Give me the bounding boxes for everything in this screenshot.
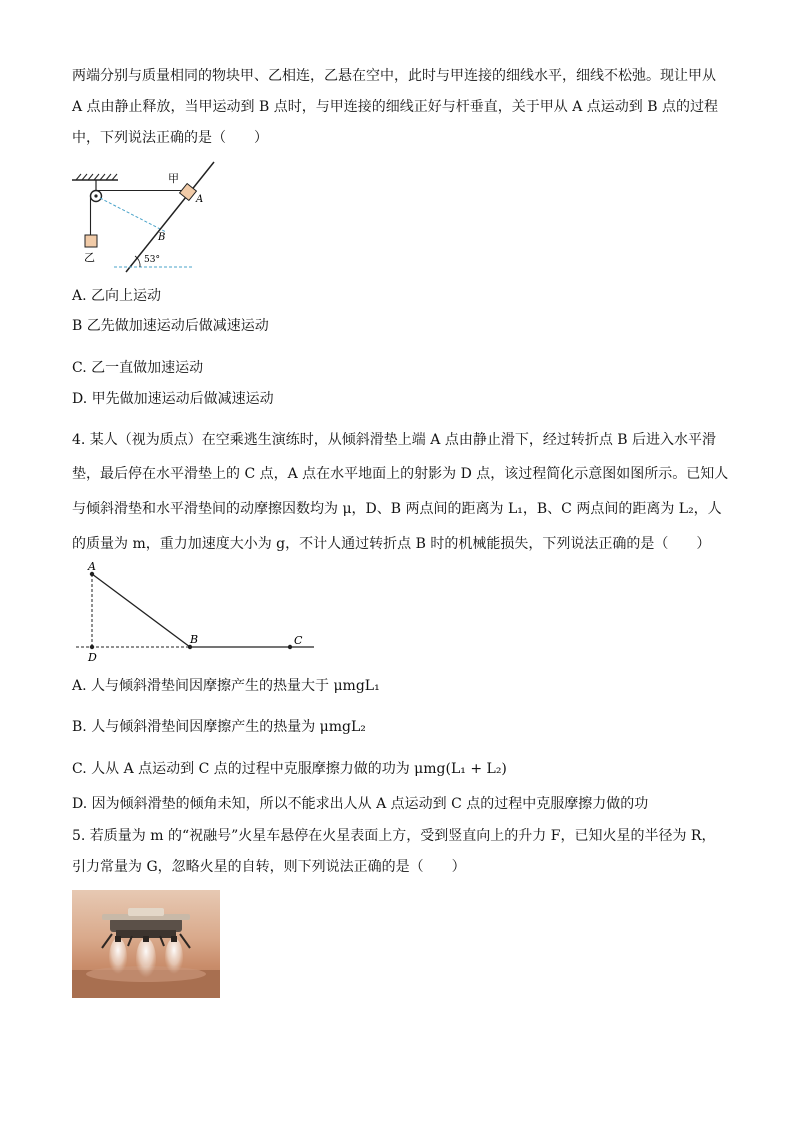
- q3-figure: [68, 160, 228, 275]
- label-angle: 53°: [144, 255, 160, 265]
- q3-line-2: A 点由静止释放，当甲运动到 B 点时，与甲连接的细线正好与杆垂直，关于甲从 A 点运动到 B 点的过程: [72, 99, 718, 115]
- dashed-string-to-b: [100, 198, 166, 232]
- q3-option-b: B 乙先做加速运动后做减速运动: [72, 318, 269, 334]
- mars-lander-photo: [72, 890, 220, 998]
- q3-line-3: 中，下列说法正确的是（ ）: [72, 130, 268, 146]
- q4-line-3: 与倾斜滑垫和水平滑垫间的动摩擦因数均为 μ，D、B 两点间的距离为 L₁，B、C 两点间的距离为 L₂，人: [72, 501, 722, 517]
- label-a: A: [88, 560, 96, 573]
- q3-option-d: D. 甲先做加速运动后做减速运动: [72, 391, 274, 407]
- label-a: A: [196, 194, 204, 205]
- slope-ab: [92, 574, 190, 647]
- q3-option-a: A. 乙向上运动: [72, 288, 162, 304]
- label-yi: 乙: [84, 251, 95, 264]
- q5-line-1: 5. 若质量为 m 的“祝融号”火星车悬停在火星表面上方，受到竖直向上的升力 F，已知火星的半径为 R，: [72, 828, 716, 844]
- block-yi: [85, 235, 97, 247]
- q3-line-1: 两端分别与质量相同的物块甲、乙相连，乙悬在空中，此时与甲连接的细线水平，细线不松弛。现让甲从: [72, 68, 716, 84]
- q4-figure: [72, 558, 322, 666]
- q4-line-1: 4. 某人（视为质点）在空乘逃生演练时，从倾斜滑垫上端 A 点由静止滑下，经过转折点 B 后进入水平滑: [72, 432, 717, 448]
- label-c: C: [294, 634, 303, 647]
- q4-option-b: B. 人与倾斜滑垫间因摩擦产生的热量为 μmgL₂: [72, 719, 366, 735]
- q4-option-a: A. 人与倾斜滑垫间因摩擦产生的热量大于 μmgL₁: [72, 678, 380, 694]
- label-b: B: [190, 633, 199, 646]
- q4-option-c: C. 人从 A 点运动到 C 点的过程中克服摩擦力做的功为 μmg(L₁ + L₂): [72, 761, 507, 777]
- point-d: [90, 645, 94, 649]
- label-d: D: [88, 651, 97, 664]
- q3-option-c: C. 乙一直做加速运动: [72, 360, 204, 376]
- q4-option-d: D. 因为倾斜滑垫的倾角未知，所以不能求出人从 A 点运动到 C 点的过程中克服摩擦力做的功: [72, 796, 649, 812]
- q4-line-4: 的质量为 m，重力加速度大小为 g，不计人通过转折点 B 时的机械能损失，下列说法正确的是（ ）: [72, 536, 711, 552]
- label-jia: 甲: [168, 172, 179, 185]
- q4-line-2: 垫，最后停在水平滑垫上的 C 点，A 点在水平地面上的射影为 D 点，该过程简化示意图如图所示。已知人: [72, 466, 729, 482]
- q5-line-2: 引力常量为 G，忽略火星的自转，则下列说法正确的是（ ）: [72, 859, 466, 875]
- label-b: B: [158, 232, 166, 243]
- point-c: [288, 645, 292, 649]
